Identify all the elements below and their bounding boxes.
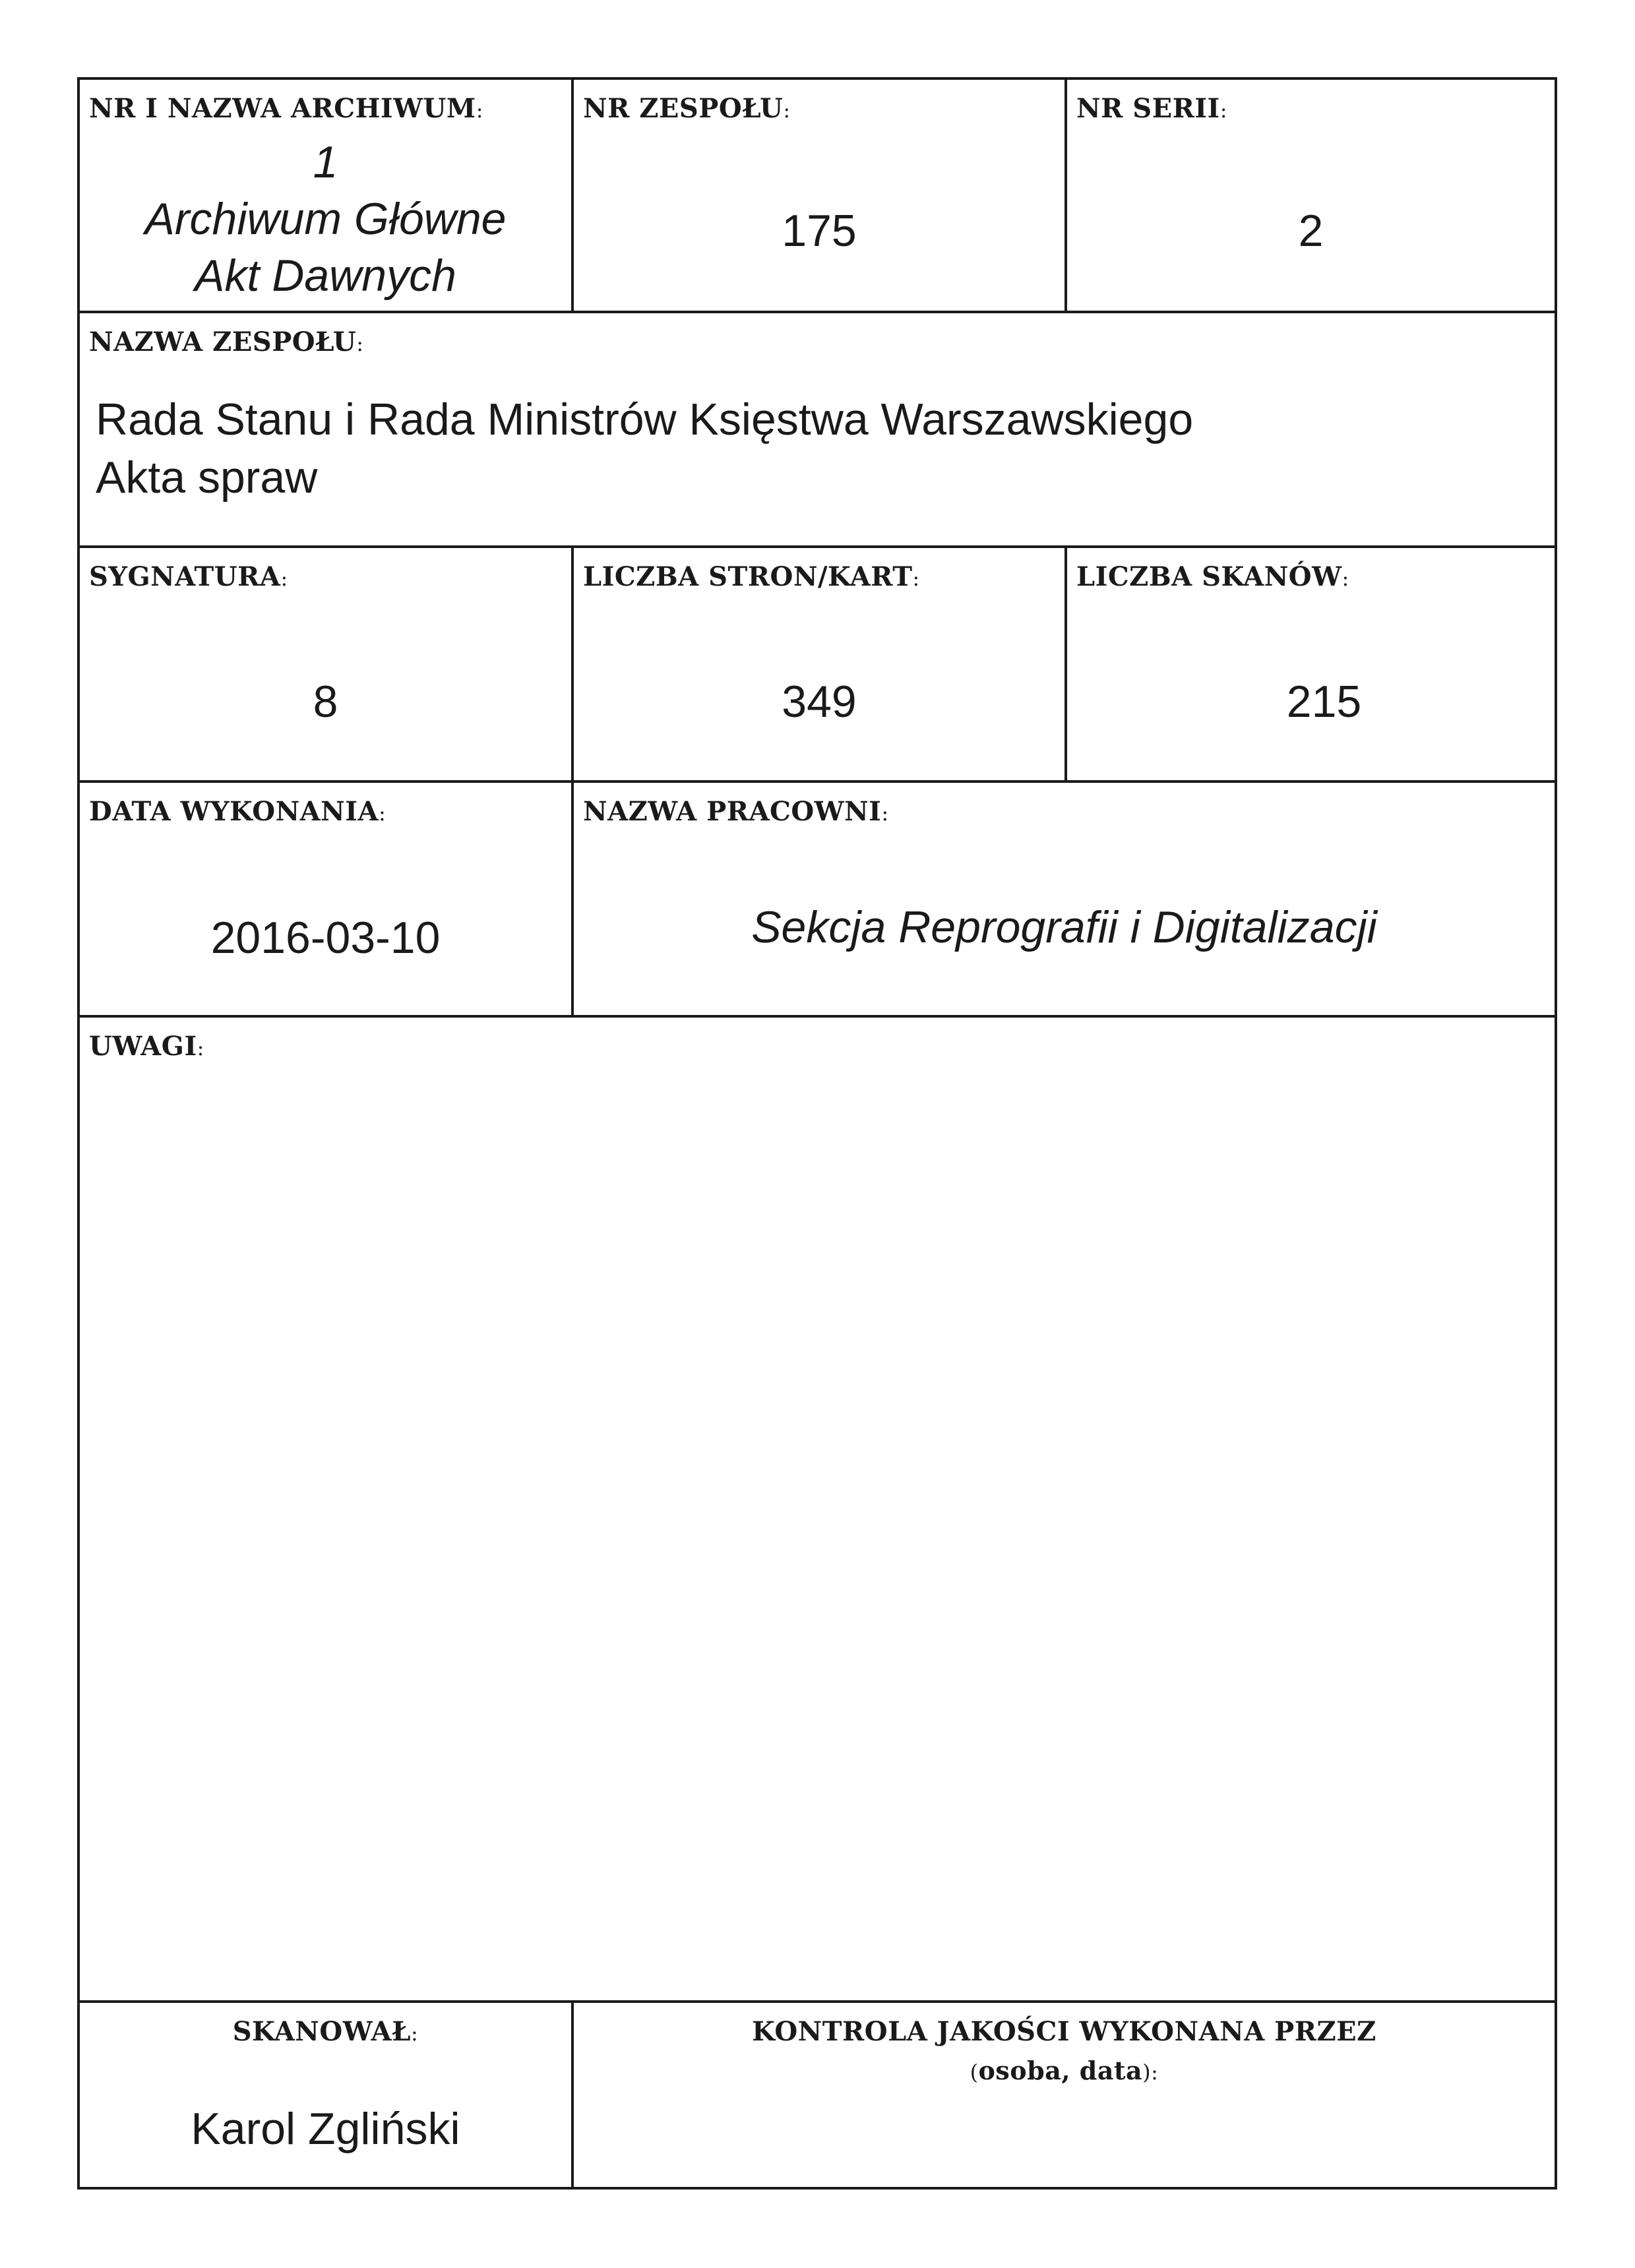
page-count-cell (574, 548, 1067, 783)
workshop-value: Sekcja Reprografii i Digitalizacji (751, 902, 1377, 952)
scan-count-label: LICZBA SKANÓW: (1076, 561, 1349, 592)
scanned-by-label: SKANOWAŁ: (232, 2016, 419, 2047)
fonds-number-label: NR ZESPOŁU: (583, 93, 791, 124)
series-number-value: 2 (1298, 206, 1324, 256)
page-count-value: 349 (782, 677, 857, 727)
quality-control-sublabel: (osoba, data): (970, 2056, 1159, 2085)
remarks-label: UWAGI: (89, 1031, 204, 1062)
fonds-number-cell (574, 80, 1067, 313)
fonds-number-value: 175 (782, 206, 857, 256)
archive-name-line1: Archiwum Główne (144, 194, 507, 244)
archive-label: NR I NAZWA ARCHIWUM: (89, 93, 483, 124)
quality-control-label: KONTROLA JAKOŚCI WYKONANA PRZEZ (752, 2016, 1376, 2047)
remarks-cell (80, 1018, 1555, 2003)
page-count-label: LICZBA STRON/KART: (583, 561, 920, 592)
signature-value: 8 (313, 677, 338, 727)
fonds-name-cell (80, 313, 1555, 548)
archive-name-line2: Akt Dawnych (195, 251, 456, 301)
archive-metadata-sheet (77, 77, 1557, 2190)
workshop-cell (574, 783, 1555, 1018)
fonds-name-label: NAZWA ZESPOŁU: (89, 326, 364, 357)
fonds-name-line1: Rada Stanu i Rada Ministrów Księstwa Warszawskiego (96, 394, 1194, 444)
series-number-cell (1067, 80, 1555, 313)
series-number-label: NR SERII: (1076, 93, 1228, 124)
date-label: DATA WYKONANIA: (89, 796, 386, 827)
archive-cell (80, 80, 574, 313)
archive-number: 1 (313, 137, 338, 187)
fonds-name-line2: Akta spraw (96, 452, 318, 503)
date-cell (80, 783, 574, 1018)
quality-control-cell (574, 2003, 1555, 2187)
scanned-by-cell (80, 2003, 574, 2187)
scan-count-cell (1067, 548, 1555, 783)
date-value: 2016-03-10 (210, 913, 441, 963)
scan-count-value: 215 (1286, 677, 1362, 727)
signature-label: SYGNATURA: (89, 561, 288, 592)
signature-cell (80, 548, 574, 783)
scanned-by-value: Karol Zgliński (191, 2104, 460, 2154)
workshop-label: NAZWA PRACOWNI: (583, 796, 889, 827)
